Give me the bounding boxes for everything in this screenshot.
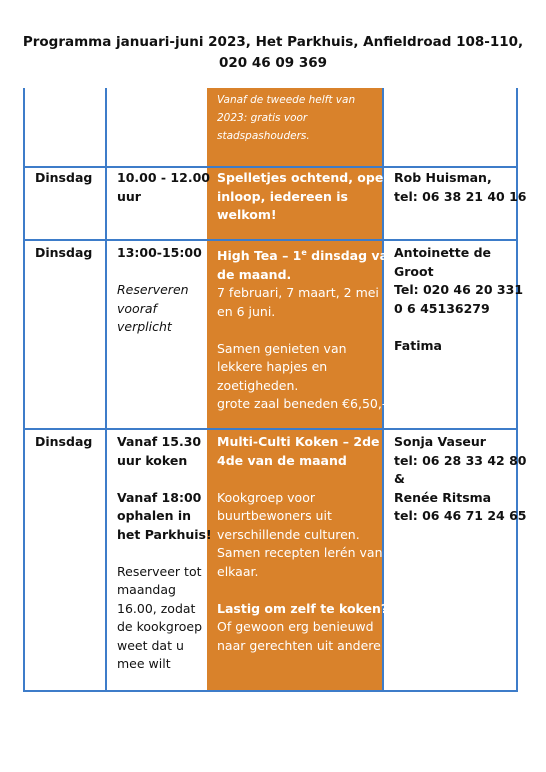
title-line-1: Programma januari-juni 2023, Het Parkhuis, Anfieldroad 108-110, [22, 34, 524, 50]
activity-multi-culti: Multi-Culti Koken – 2de + 4de van de maand Kookgroep voor buurtbewoners uit verschillende culturen. Samen recepten lerén van elkaar. Lastig om zelf te koken? Of gewoon erg benieuwd naar gerechten uit andere [217, 434, 395, 653]
title-line-2: 020 46 09 369 [218, 55, 328, 71]
contact-cell: Rob Huisman, tel: 06 38 21 40 16 [394, 170, 527, 204]
table-border [105, 88, 107, 692]
contact-cell: Antoinette de Groot Tel: 020 46 20 331 0 6 45136279 Fatima [394, 245, 524, 353]
day-cell: Dinsdag [35, 245, 93, 260]
row-divider [23, 166, 518, 168]
time-cell: Vanaf 15.30 uur koken Vanaf 18:00 ophalen in het Parkhuis! Reserveer tot maandag 16.00, zodat de kookgroep weet dat u mee wilt [117, 434, 212, 671]
row-divider [23, 690, 518, 692]
activity-high-tea: High Tea – 1e dinsdag van de maand. 7 februari, 7 maart, 2 mei en 6 juni. Samen genieten van lekkere hapjes en zoetigheden. grote zaal beneden €6,50,- [217, 248, 397, 412]
time-cell: 13:00-15:00 Reserveren vooraf verplicht [117, 245, 202, 334]
activity-title: Spelletjes ochtend, open inloop, iedereen is welkom! [217, 170, 393, 222]
time-cell: 10.00 - 12.00 uur [117, 170, 210, 204]
activity-continuation: Vanaf de tweede helft van 2023: gratis voor stadspashouders. [217, 94, 356, 142]
row-divider [23, 428, 518, 430]
day-cell: Dinsdag [35, 170, 93, 185]
day-cell: Dinsdag [35, 434, 93, 449]
row-divider [23, 239, 518, 241]
table-border [23, 88, 25, 692]
contact-cell: Sonja Vaseur tel: 06 28 33 42 80 & Renée Ritsma tel: 06 46 71 24 65 [394, 434, 527, 523]
